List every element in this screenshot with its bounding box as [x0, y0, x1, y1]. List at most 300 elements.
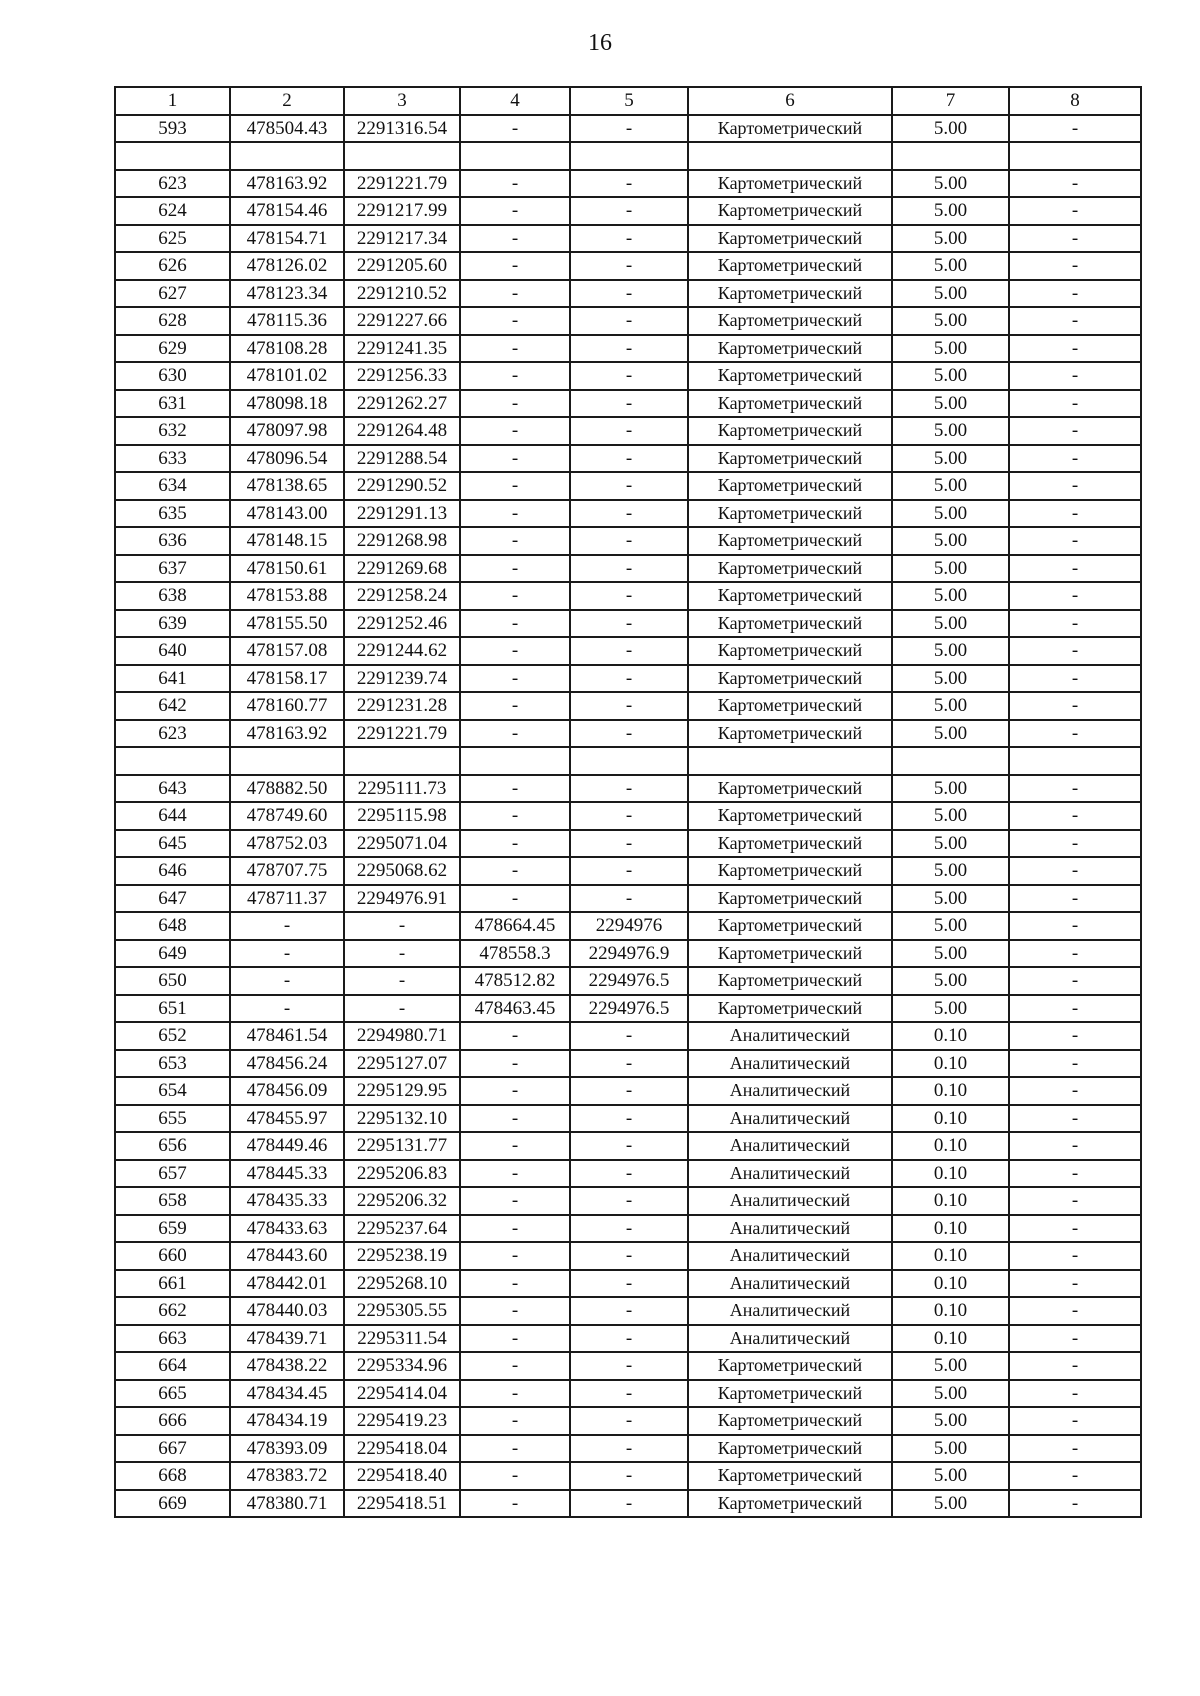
x-coordinate-alt-cell: -: [460, 1105, 570, 1133]
table-row: [115, 995, 1141, 1023]
y-coordinate-cell: 2291316.54: [344, 115, 460, 143]
note-cell: [1009, 747, 1141, 775]
note-cell: -: [1009, 637, 1141, 665]
x-coordinate-cell: 478443.60: [230, 1242, 344, 1270]
y-coordinate-alt-cell: [570, 142, 688, 170]
point-number-cell: 668: [115, 1462, 230, 1490]
determination-method-cell: Картометрический: [688, 637, 892, 665]
column-header-4: 4: [460, 87, 570, 115]
point-number-cell: 641: [115, 665, 230, 693]
x-coordinate-alt-cell: -: [460, 1407, 570, 1435]
x-coordinate-alt-cell: -: [460, 720, 570, 748]
table-row: [115, 445, 1141, 473]
note-cell: -: [1009, 1132, 1141, 1160]
column-header-2: 2: [230, 87, 344, 115]
x-coordinate-alt-cell: 478664.45: [460, 912, 570, 940]
table-row: [115, 417, 1141, 445]
determination-method-cell: Картометрический: [688, 500, 892, 528]
determination-method-cell: Картометрический: [688, 115, 892, 143]
y-coordinate-alt-cell: -: [570, 1022, 688, 1050]
point-number-cell: 624: [115, 197, 230, 225]
x-coordinate-cell: 478434.45: [230, 1380, 344, 1408]
x-coordinate-cell: [230, 747, 344, 775]
note-cell: -: [1009, 1462, 1141, 1490]
y-coordinate-cell: 2291269.68: [344, 555, 460, 583]
y-coordinate-alt-cell: -: [570, 1462, 688, 1490]
note-cell: -: [1009, 1435, 1141, 1463]
x-coordinate-alt-cell: -: [460, 252, 570, 280]
note-cell: -: [1009, 1242, 1141, 1270]
accuracy-cell: 5.00: [892, 225, 1009, 253]
y-coordinate-alt-cell: -: [570, 472, 688, 500]
y-coordinate-alt-cell: -: [570, 1132, 688, 1160]
x-coordinate-cell: 478143.00: [230, 500, 344, 528]
table-row: [115, 830, 1141, 858]
table-row: [115, 500, 1141, 528]
y-coordinate-cell: 2295334.96: [344, 1352, 460, 1380]
note-cell: -: [1009, 527, 1141, 555]
note-cell: -: [1009, 857, 1141, 885]
x-coordinate-cell: -: [230, 940, 344, 968]
determination-method-cell: Аналитический: [688, 1105, 892, 1133]
accuracy-cell: 0.10: [892, 1215, 1009, 1243]
point-number-cell: 639: [115, 610, 230, 638]
x-coordinate-alt-cell: -: [460, 1462, 570, 1490]
x-coordinate-cell: 478434.19: [230, 1407, 344, 1435]
note-cell: -: [1009, 665, 1141, 693]
x-coordinate-cell: 478456.24: [230, 1050, 344, 1078]
x-coordinate-alt-cell: -: [460, 1022, 570, 1050]
y-coordinate-alt-cell: -: [570, 1325, 688, 1353]
x-coordinate-alt-cell: -: [460, 390, 570, 418]
note-cell: -: [1009, 445, 1141, 473]
determination-method-cell: Аналитический: [688, 1022, 892, 1050]
point-number-cell: [115, 747, 230, 775]
note-cell: -: [1009, 582, 1141, 610]
y-coordinate-alt-cell: -: [570, 445, 688, 473]
accuracy-cell: 0.10: [892, 1325, 1009, 1353]
y-coordinate-alt-cell: -: [570, 1490, 688, 1518]
note-cell: -: [1009, 720, 1141, 748]
accuracy-cell: 5.00: [892, 115, 1009, 143]
y-coordinate-cell: 2291252.46: [344, 610, 460, 638]
y-coordinate-cell: 2291239.74: [344, 665, 460, 693]
point-number-cell: 625: [115, 225, 230, 253]
accuracy-cell: 0.10: [892, 1132, 1009, 1160]
x-coordinate-alt-cell: -: [460, 1050, 570, 1078]
y-coordinate-cell: 2295206.32: [344, 1187, 460, 1215]
determination-method-cell: Аналитический: [688, 1242, 892, 1270]
y-coordinate-cell: 2295238.19: [344, 1242, 460, 1270]
note-cell: [1009, 142, 1141, 170]
y-coordinate-cell: -: [344, 912, 460, 940]
note-cell: -: [1009, 252, 1141, 280]
y-coordinate-cell: 2291231.28: [344, 692, 460, 720]
point-number-cell: 638: [115, 582, 230, 610]
y-coordinate-cell: [344, 747, 460, 775]
determination-method-cell: Картометрический: [688, 857, 892, 885]
determination-method-cell: Аналитический: [688, 1297, 892, 1325]
table-row: [115, 252, 1141, 280]
y-coordinate-cell: 2295237.64: [344, 1215, 460, 1243]
accuracy-cell: 0.10: [892, 1297, 1009, 1325]
y-coordinate-alt-cell: -: [570, 1270, 688, 1298]
note-cell: -: [1009, 1105, 1141, 1133]
y-coordinate-alt-cell: -: [570, 720, 688, 748]
note-cell: -: [1009, 1352, 1141, 1380]
x-coordinate-alt-cell: -: [460, 1077, 570, 1105]
point-number-cell: 651: [115, 995, 230, 1023]
x-coordinate-alt-cell: -: [460, 610, 570, 638]
x-coordinate-cell: 478155.50: [230, 610, 344, 638]
y-coordinate-alt-cell: -: [570, 527, 688, 555]
accuracy-cell: 5.00: [892, 610, 1009, 638]
y-coordinate-cell: 2291217.99: [344, 197, 460, 225]
point-number-cell: 593: [115, 115, 230, 143]
x-coordinate-cell: 478154.46: [230, 197, 344, 225]
page-number: 16: [588, 30, 612, 56]
note-cell: -: [1009, 1050, 1141, 1078]
y-coordinate-alt-cell: -: [570, 280, 688, 308]
point-number-cell: 654: [115, 1077, 230, 1105]
table-row: [115, 1380, 1141, 1408]
y-coordinate-cell: 2295071.04: [344, 830, 460, 858]
x-coordinate-cell: 478456.09: [230, 1077, 344, 1105]
y-coordinate-cell: 2295131.77: [344, 1132, 460, 1160]
point-number-cell: 658: [115, 1187, 230, 1215]
table-row: [115, 912, 1141, 940]
accuracy-cell: 5.00: [892, 527, 1009, 555]
y-coordinate-cell: 2291217.34: [344, 225, 460, 253]
y-coordinate-alt-cell: -: [570, 665, 688, 693]
determination-method-cell: Аналитический: [688, 1077, 892, 1105]
table-row: [115, 1160, 1141, 1188]
column-header-3: 3: [344, 87, 460, 115]
note-cell: -: [1009, 500, 1141, 528]
note-cell: -: [1009, 1215, 1141, 1243]
table-row: [115, 362, 1141, 390]
x-coordinate-cell: -: [230, 912, 344, 940]
note-cell: -: [1009, 472, 1141, 500]
accuracy-cell: 5.00: [892, 197, 1009, 225]
point-number-cell: 666: [115, 1407, 230, 1435]
column-header-1: 1: [115, 87, 230, 115]
note-cell: -: [1009, 1022, 1141, 1050]
table-row: [115, 692, 1141, 720]
x-coordinate-cell: 478123.34: [230, 280, 344, 308]
x-coordinate-alt-cell: -: [460, 1215, 570, 1243]
table-row: [115, 1022, 1141, 1050]
accuracy-cell: 5.00: [892, 252, 1009, 280]
note-cell: -: [1009, 1270, 1141, 1298]
determination-method-cell: Картометрический: [688, 775, 892, 803]
y-coordinate-cell: -: [344, 967, 460, 995]
determination-method-cell: Картометрический: [688, 1490, 892, 1518]
y-coordinate-cell: 2291227.66: [344, 307, 460, 335]
x-coordinate-cell: 478098.18: [230, 390, 344, 418]
point-number-cell: 631: [115, 390, 230, 418]
note-cell: -: [1009, 1325, 1141, 1353]
accuracy-cell: 5.00: [892, 307, 1009, 335]
y-coordinate-cell: 2291290.52: [344, 472, 460, 500]
table-row: [115, 115, 1141, 143]
y-coordinate-cell: 2291221.79: [344, 720, 460, 748]
y-coordinate-alt-cell: 2294976.5: [570, 967, 688, 995]
determination-method-cell: Картометрический: [688, 720, 892, 748]
y-coordinate-alt-cell: [570, 747, 688, 775]
y-coordinate-alt-cell: -: [570, 1105, 688, 1133]
determination-method-cell: Картометрический: [688, 280, 892, 308]
determination-method-cell: Картометрический: [688, 912, 892, 940]
y-coordinate-alt-cell: -: [570, 362, 688, 390]
x-coordinate-alt-cell: -: [460, 830, 570, 858]
x-coordinate-alt-cell: -: [460, 170, 570, 198]
x-coordinate-alt-cell: -: [460, 1297, 570, 1325]
determination-method-cell: Картометрический: [688, 692, 892, 720]
x-coordinate-cell: 478160.77: [230, 692, 344, 720]
x-coordinate-cell: -: [230, 995, 344, 1023]
table-row: [115, 1490, 1141, 1518]
y-coordinate-alt-cell: -: [570, 1407, 688, 1435]
x-coordinate-alt-cell: -: [460, 115, 570, 143]
table-row: [115, 1407, 1141, 1435]
x-coordinate-alt-cell: -: [460, 472, 570, 500]
determination-method-cell: Картометрический: [688, 967, 892, 995]
accuracy-cell: 0.10: [892, 1270, 1009, 1298]
x-coordinate-cell: 478126.02: [230, 252, 344, 280]
accuracy-cell: 0.10: [892, 1160, 1009, 1188]
y-coordinate-cell: 2291264.48: [344, 417, 460, 445]
point-number-cell: 659: [115, 1215, 230, 1243]
y-coordinate-cell: 2295418.40: [344, 1462, 460, 1490]
y-coordinate-alt-cell: -: [570, 1352, 688, 1380]
determination-method-cell: [688, 142, 892, 170]
table-row: [115, 857, 1141, 885]
y-coordinate-alt-cell: -: [570, 170, 688, 198]
point-number-cell: 646: [115, 857, 230, 885]
determination-method-cell: Картометрический: [688, 417, 892, 445]
x-coordinate-alt-cell: -: [460, 280, 570, 308]
y-coordinate-alt-cell: -: [570, 417, 688, 445]
point-number-cell: 623: [115, 720, 230, 748]
x-coordinate-cell: 478163.92: [230, 720, 344, 748]
point-number-cell: 630: [115, 362, 230, 390]
x-coordinate-cell: 478433.63: [230, 1215, 344, 1243]
accuracy-cell: 5.00: [892, 1352, 1009, 1380]
point-number-cell: 640: [115, 637, 230, 665]
note-cell: -: [1009, 912, 1141, 940]
y-coordinate-alt-cell: -: [570, 335, 688, 363]
x-coordinate-cell: 478158.17: [230, 665, 344, 693]
point-number-cell: 632: [115, 417, 230, 445]
accuracy-cell: 5.00: [892, 940, 1009, 968]
determination-method-cell: Аналитический: [688, 1160, 892, 1188]
x-coordinate-alt-cell: 478463.45: [460, 995, 570, 1023]
x-coordinate-alt-cell: -: [460, 692, 570, 720]
y-coordinate-alt-cell: -: [570, 610, 688, 638]
accuracy-cell: 5.00: [892, 665, 1009, 693]
point-number-cell: 634: [115, 472, 230, 500]
x-coordinate-alt-cell: -: [460, 527, 570, 555]
y-coordinate-cell: -: [344, 995, 460, 1023]
y-coordinate-cell: 2291221.79: [344, 170, 460, 198]
y-coordinate-cell: 2295418.04: [344, 1435, 460, 1463]
point-number-cell: 661: [115, 1270, 230, 1298]
y-coordinate-alt-cell: -: [570, 802, 688, 830]
note-cell: -: [1009, 1297, 1141, 1325]
determination-method-cell: Аналитический: [688, 1270, 892, 1298]
y-coordinate-cell: 2291210.52: [344, 280, 460, 308]
table-row: [115, 1462, 1141, 1490]
determination-method-cell: Картометрический: [688, 582, 892, 610]
accuracy-cell: 5.00: [892, 967, 1009, 995]
note-cell: -: [1009, 170, 1141, 198]
accuracy-cell: 0.10: [892, 1022, 1009, 1050]
accuracy-cell: 5.00: [892, 637, 1009, 665]
x-coordinate-cell: 478455.97: [230, 1105, 344, 1133]
x-coordinate-cell: 478157.08: [230, 637, 344, 665]
accuracy-cell: 5.00: [892, 335, 1009, 363]
y-coordinate-cell: 2294976.91: [344, 885, 460, 913]
point-number-cell: 636: [115, 527, 230, 555]
point-number-cell: 628: [115, 307, 230, 335]
x-coordinate-alt-cell: -: [460, 445, 570, 473]
point-number-cell: 642: [115, 692, 230, 720]
x-coordinate-cell: 478150.61: [230, 555, 344, 583]
y-coordinate-alt-cell: -: [570, 115, 688, 143]
note-cell: -: [1009, 307, 1141, 335]
y-coordinate-alt-cell: -: [570, 1187, 688, 1215]
point-number-cell: 627: [115, 280, 230, 308]
note-cell: -: [1009, 995, 1141, 1023]
table-row: [115, 280, 1141, 308]
x-coordinate-cell: 478445.33: [230, 1160, 344, 1188]
determination-method-cell: Картометрический: [688, 665, 892, 693]
point-number-cell: 647: [115, 885, 230, 913]
x-coordinate-alt-cell: -: [460, 775, 570, 803]
y-coordinate-alt-cell: -: [570, 1160, 688, 1188]
accuracy-cell: 0.10: [892, 1105, 1009, 1133]
x-coordinate-cell: 478439.71: [230, 1325, 344, 1353]
y-coordinate-cell: 2295206.83: [344, 1160, 460, 1188]
y-coordinate-alt-cell: -: [570, 885, 688, 913]
table-row: [115, 142, 1141, 170]
column-header-7: 7: [892, 87, 1009, 115]
y-coordinate-cell: 2295115.98: [344, 802, 460, 830]
table-row: [115, 802, 1141, 830]
y-coordinate-alt-cell: -: [570, 775, 688, 803]
note-cell: -: [1009, 885, 1141, 913]
determination-method-cell: Картометрический: [688, 885, 892, 913]
note-cell: -: [1009, 335, 1141, 363]
determination-method-cell: Картометрический: [688, 1380, 892, 1408]
accuracy-cell: 5.00: [892, 857, 1009, 885]
point-number-cell: 629: [115, 335, 230, 363]
y-coordinate-cell: 2291258.24: [344, 582, 460, 610]
point-number-cell: 648: [115, 912, 230, 940]
determination-method-cell: Картометрический: [688, 225, 892, 253]
column-header-6: 6: [688, 87, 892, 115]
table-row: [115, 335, 1141, 363]
x-coordinate-cell: 478138.65: [230, 472, 344, 500]
x-coordinate-alt-cell: 478512.82: [460, 967, 570, 995]
x-coordinate-cell: 478154.71: [230, 225, 344, 253]
point-number-cell: 664: [115, 1352, 230, 1380]
table-row: [115, 1242, 1141, 1270]
determination-method-cell: Картометрический: [688, 802, 892, 830]
y-coordinate-cell: 2295068.62: [344, 857, 460, 885]
y-coordinate-alt-cell: -: [570, 390, 688, 418]
accuracy-cell: 5.00: [892, 885, 1009, 913]
y-coordinate-alt-cell: -: [570, 1380, 688, 1408]
accuracy-cell: 5.00: [892, 692, 1009, 720]
note-cell: -: [1009, 1380, 1141, 1408]
table-row: [115, 1050, 1141, 1078]
x-coordinate-cell: 478097.98: [230, 417, 344, 445]
point-number-cell: 652: [115, 1022, 230, 1050]
accuracy-cell: 0.10: [892, 1077, 1009, 1105]
x-coordinate-alt-cell: -: [460, 225, 570, 253]
table-row: [115, 1187, 1141, 1215]
point-number-cell: 645: [115, 830, 230, 858]
table-row: [115, 582, 1141, 610]
y-coordinate-cell: 2291256.33: [344, 362, 460, 390]
table-row: [115, 885, 1141, 913]
table-row: [115, 1270, 1141, 1298]
table-row: [115, 1077, 1141, 1105]
x-coordinate-cell: -: [230, 967, 344, 995]
table-row: [115, 197, 1141, 225]
x-coordinate-alt-cell: -: [460, 307, 570, 335]
point-number-cell: 665: [115, 1380, 230, 1408]
determination-method-cell: Картометрический: [688, 307, 892, 335]
x-coordinate-alt-cell: [460, 142, 570, 170]
y-coordinate-cell: 2295129.95: [344, 1077, 460, 1105]
accuracy-cell: 5.00: [892, 582, 1009, 610]
table-row: [115, 225, 1141, 253]
accuracy-cell: 0.10: [892, 1050, 1009, 1078]
accuracy-cell: 5.00: [892, 472, 1009, 500]
x-coordinate-cell: 478504.43: [230, 115, 344, 143]
determination-method-cell: Картометрический: [688, 1352, 892, 1380]
table-row: [115, 527, 1141, 555]
x-coordinate-cell: 478449.46: [230, 1132, 344, 1160]
y-coordinate-cell: 2291241.35: [344, 335, 460, 363]
table-row: [115, 747, 1141, 775]
determination-method-cell: Картометрический: [688, 995, 892, 1023]
x-coordinate-cell: 478096.54: [230, 445, 344, 473]
accuracy-cell: 5.00: [892, 362, 1009, 390]
y-coordinate-cell: 2291244.62: [344, 637, 460, 665]
y-coordinate-alt-cell: -: [570, 225, 688, 253]
determination-method-cell: Картометрический: [688, 197, 892, 225]
x-coordinate-alt-cell: -: [460, 197, 570, 225]
note-cell: -: [1009, 802, 1141, 830]
table-row: [115, 1435, 1141, 1463]
x-coordinate-alt-cell: -: [460, 500, 570, 528]
table-row: [115, 1215, 1141, 1243]
determination-method-cell: Картометрический: [688, 1435, 892, 1463]
point-number-cell: 656: [115, 1132, 230, 1160]
table-row: [115, 1105, 1141, 1133]
accuracy-cell: 5.00: [892, 390, 1009, 418]
y-coordinate-alt-cell: 2294976.5: [570, 995, 688, 1023]
table-row: [115, 665, 1141, 693]
x-coordinate-cell: 478115.36: [230, 307, 344, 335]
x-coordinate-cell: 478882.50: [230, 775, 344, 803]
y-coordinate-alt-cell: -: [570, 1077, 688, 1105]
determination-method-cell: Аналитический: [688, 1215, 892, 1243]
